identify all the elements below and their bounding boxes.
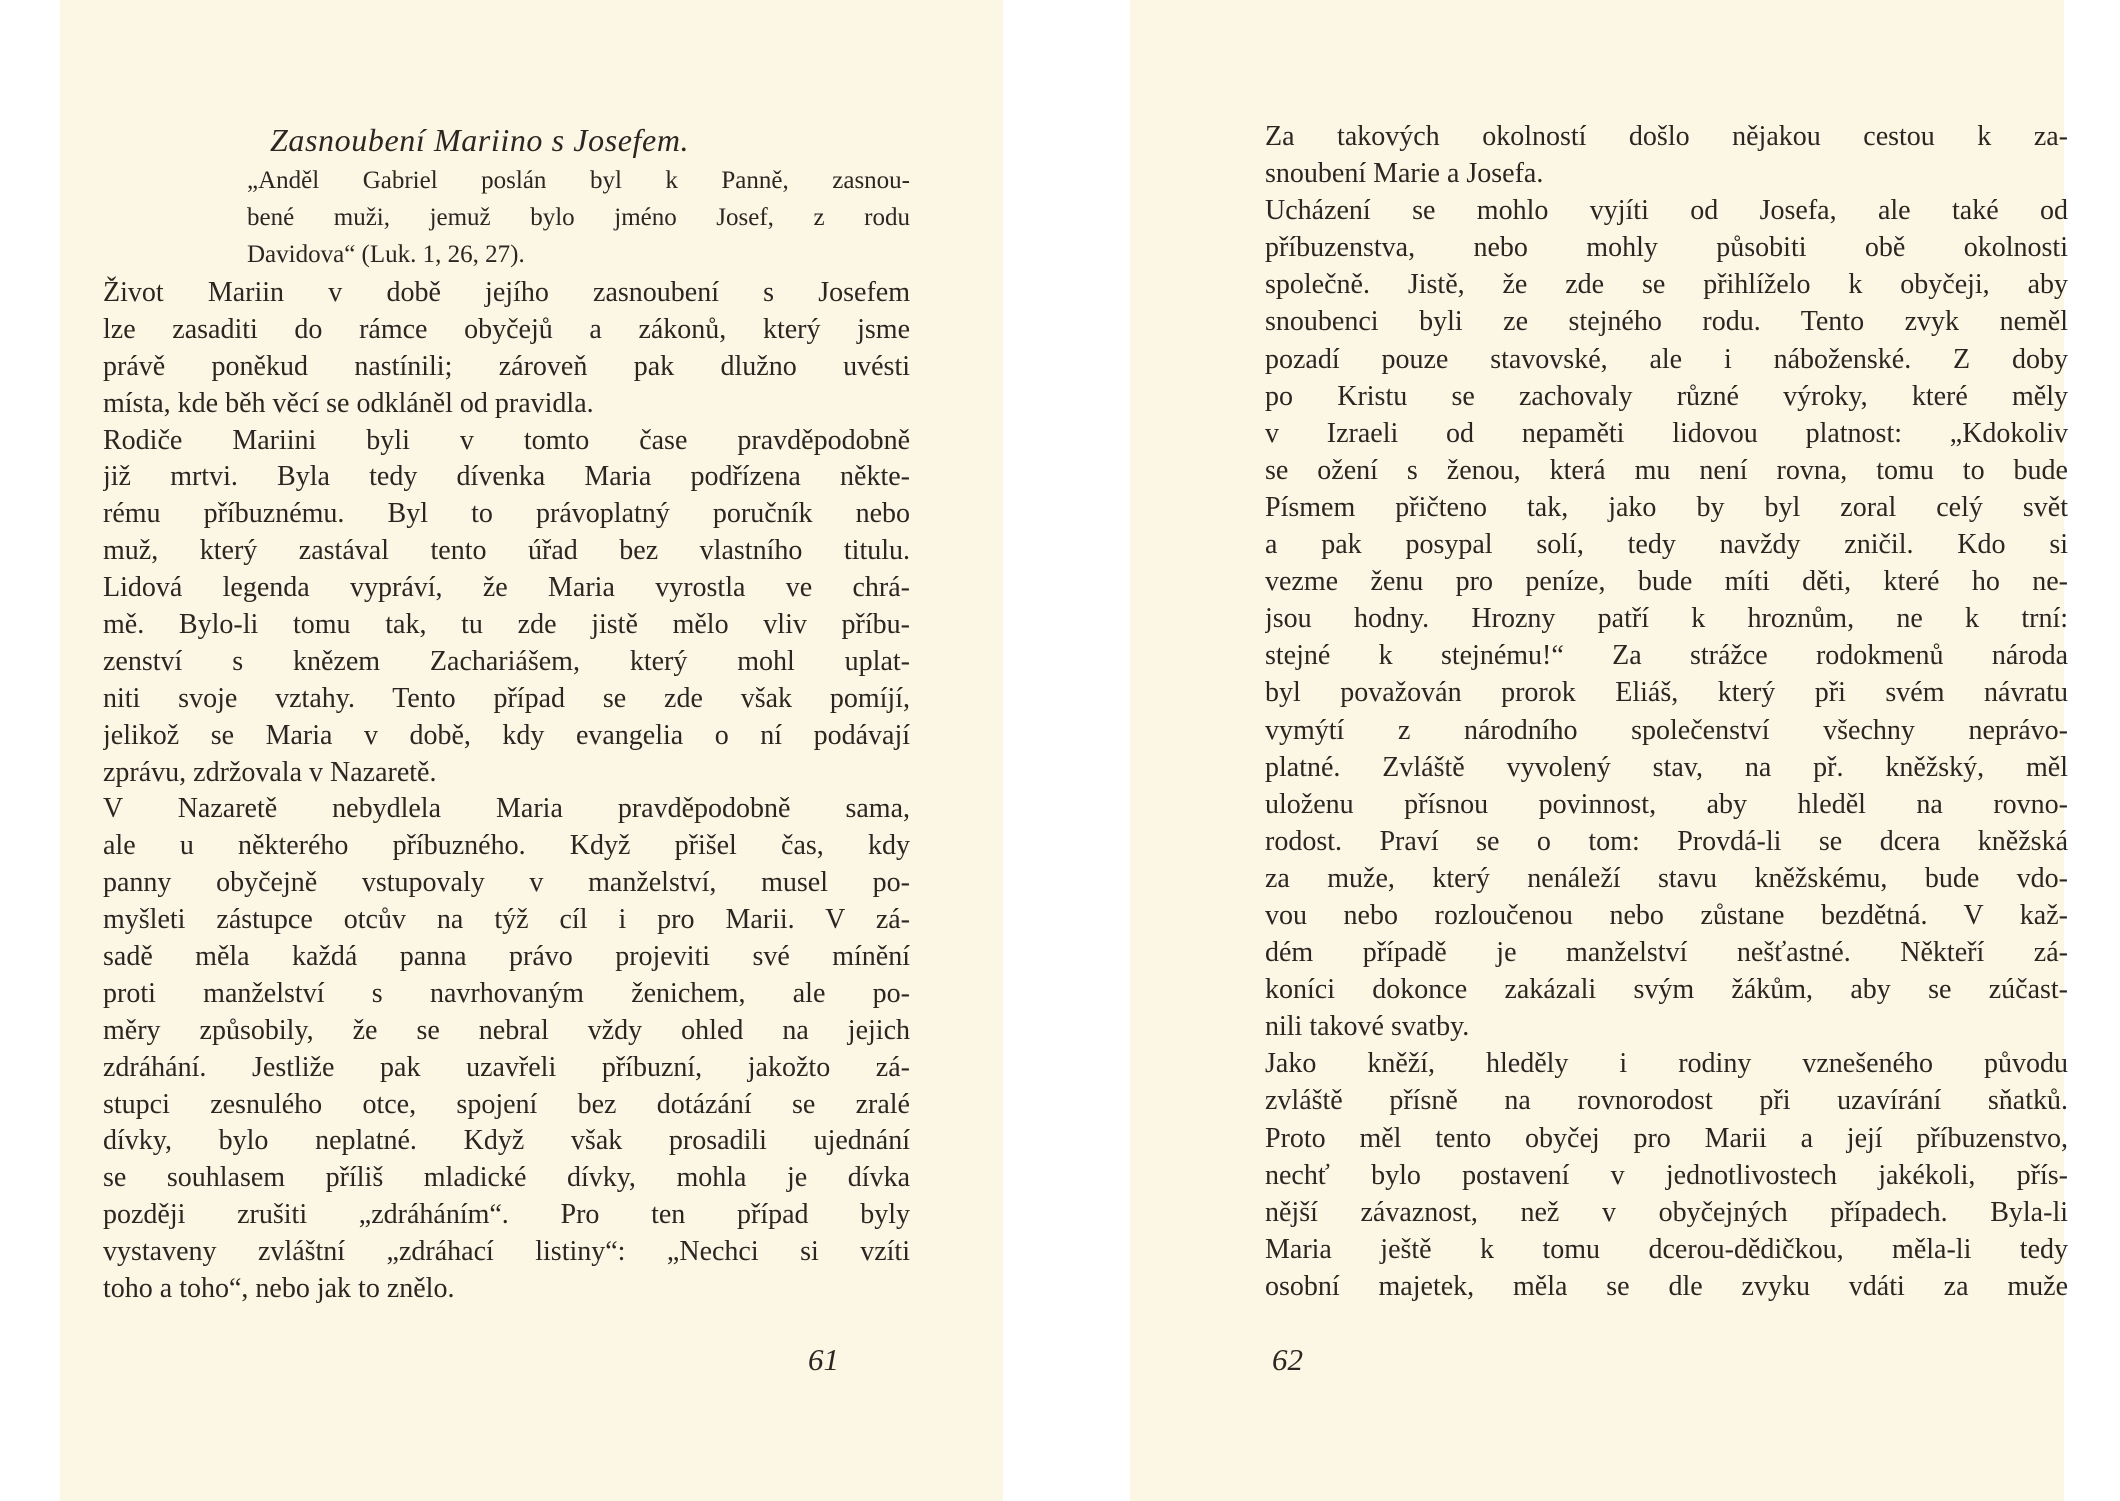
text-line: příbuzenstva, nebo mohly působiti obě okolnosti	[1265, 232, 2068, 264]
text-line: se souhlasem příliš mladické dívky, mohla je dívka	[103, 1162, 910, 1194]
left-body-text	[103, 275, 910, 1308]
text-line: vymýtí z národního společenství všechny neprávo-	[1265, 714, 2068, 746]
text-line: lze zasaditi do rámce obyčejů a zákonů, který jsme	[103, 313, 910, 345]
motto-line: bené muži, jemuž bylo jméno Josef, z rodu	[247, 204, 910, 231]
motto-line: Davidova“ (Luk. 1, 26, 27).	[247, 241, 525, 268]
text-line: rodost. Praví se o tom: Provdá-li se dcera kněžská	[1265, 825, 2068, 857]
text-line: snoubení Marie a Josefa.	[1265, 158, 1544, 190]
text-line: Život Mariin v době jejího zasnoubení s Josefem	[103, 277, 910, 308]
text-line: niti svoje vztahy. Tento případ se zde však pomíjí,	[103, 682, 910, 714]
text-line: vystaveny zvláštní „zdráhací listiny“: „Nechci si vzíti	[103, 1236, 910, 1268]
right-page	[1130, 0, 2068, 1501]
motto-line: „Anděl Gabriel poslán byl k Panně, zasnou-	[247, 167, 910, 194]
text-line: nější závaznost, než v obyčejných případech. Byla-li	[1265, 1196, 2068, 1228]
text-line: panny obyčejně vstupovaly v manželství, musel po-	[103, 867, 910, 899]
text-line: nechť bylo postavení v jednotlivostech jakékoli, přís-	[1265, 1159, 2068, 1191]
text-line: zprávu, zdržovala v Nazaretě.	[103, 756, 437, 788]
text-line: nili takové svatby.	[1265, 1011, 1470, 1043]
text-line: měry způsobily, že se nebral vždy ohled na jejich	[103, 1014, 910, 1046]
text-line: koníci dokonce zakázali svým žákům, aby se zúčast-	[1265, 974, 2068, 1006]
text-line: jsou hodny. Hrozny patří k hroznům, ne k trní:	[1265, 603, 2068, 635]
text-line: vezme ženu pro peníze, bude míti děti, které ho ne-	[1265, 566, 2068, 598]
text-line: po Kristu se zachovaly různé výroky, které měly	[1265, 380, 2068, 412]
chapter-heading: Zasnoubení Mariino s Josefem.	[270, 122, 690, 158]
text-line: Lidová legenda vypráví, že Maria vyrostla ve chrá-	[103, 572, 910, 604]
text-line: proti manželství s navrhovaným ženichem, ale po-	[103, 977, 910, 1009]
text-line: dívky, bylo neplatné. Když však prosadili ujednání	[103, 1125, 910, 1157]
text-line: uloženu přísnou povinnost, aby hleděl na rovno-	[1265, 788, 2068, 820]
text-line: zdráhání. Jestliže pak uzavřeli příbuzní, jakožto zá-	[103, 1051, 910, 1083]
text-line: místa, kde běh věcí se odkláněl od pravidla.	[103, 387, 594, 419]
text-line: Rodiče Mariini byli v tomto čase pravděpodobně	[103, 424, 910, 456]
text-line: za muže, který nenáleží stavu kněžskému, bude vdo-	[1265, 862, 2068, 894]
text-line: ale u některého příbuzného. Když přišel čas, kdy	[103, 830, 910, 862]
text-line: Písmem přičteno tak, jako by byl zoral celý svět	[1265, 491, 2068, 523]
text-line: Za takových okolností došlo nějakou cestou k za-	[1265, 121, 2068, 152]
text-line: již mrtvi. Byla tedy dívenka Maria podřízena někte-	[103, 461, 910, 493]
text-line: společně. Jistě, že zde se přihlíželo k obyčeji, aby	[1265, 269, 2068, 301]
text-line: osobní majetek, měla se dle zvyku vdáti za muže	[1265, 1270, 2068, 1302]
text-line: zvláště přísně na rovnorodost při uzavírání sňatků.	[1265, 1085, 2068, 1117]
motto-quote	[247, 162, 910, 273]
left-page	[60, 0, 1003, 1501]
text-line: Maria ještě k tomu dcerou-dědičkou, měla-li tedy	[1265, 1233, 2068, 1265]
text-line: myšleti zástupce otcův na týž cíl i pro Marii. V zá-	[103, 904, 910, 936]
text-line: stejné k stejnému!“ Za strážce rodokmenů národa	[1265, 640, 2068, 672]
text-line: zenství s knězem Zachariášem, který mohl uplat-	[103, 645, 910, 677]
text-line: později zrušiti „zdráháním“. Pro ten případ byly	[103, 1199, 910, 1231]
text-line: Ucházení se mohlo vyjíti od Josefa, ale také od	[1265, 195, 2068, 227]
right-body-text	[1265, 118, 2068, 1305]
text-line: pozadí pouze stavovské, ale i náboženské. Z doby	[1265, 343, 2068, 375]
text-line: se ožení s ženou, která mu není rovna, tomu to bude	[1265, 454, 2068, 486]
text-line: a pak posypal solí, tedy navždy zničil. Kdo si	[1265, 529, 2068, 561]
text-line: muž, který zastával tento úřad bez vlastního titulu.	[103, 535, 910, 567]
text-line: v Izraeli od nepaměti lidovou platnost: „Kdokoliv	[1265, 417, 2068, 449]
text-line: platné. Zvláště vyvolený stav, na př. kněžský, měl	[1265, 751, 2068, 783]
text-line: snoubenci byli ze stejného rodu. Tento zvyk neměl	[1265, 306, 2068, 338]
text-line: mě. Bylo-li tomu tak, tu zde jistě mělo vliv příbu-	[103, 609, 910, 641]
text-line: byl považován prorok Eliáš, který při svém návratu	[1265, 677, 2068, 709]
text-line: Proto měl tento obyčej pro Marii a její příbuzenstvo,	[1265, 1122, 2068, 1154]
text-line: vou nebo rozloučenou nebo zůstane bezdětná. V kaž-	[1265, 899, 2068, 931]
text-line: Jako kněží, hleděly i rodiny vznešeného původu	[1265, 1048, 2068, 1080]
text-line: právě poněkud nastínili; zároveň pak dlužno uvésti	[103, 350, 910, 382]
text-line: jelikož se Maria v době, kdy evangelia o ní podávají	[103, 719, 910, 751]
text-line: sadě měla každá panna právo projeviti své mínění	[103, 941, 910, 973]
text-line: V Nazaretě nebydlela Maria pravděpodobně sama,	[103, 793, 910, 825]
page-number: 61	[808, 1342, 839, 1377]
text-line: rému příbuznému. Byl to právoplatný poručník nebo	[103, 498, 910, 530]
text-line: toho a toho“, nebo jak to znělo.	[103, 1273, 455, 1305]
page-number: 62	[1272, 1342, 1303, 1377]
text-line: stupci zesnulého otce, spojení bez dotázání se zralé	[103, 1088, 910, 1120]
text-line: dém případě je manželství nešťastné. Někteří zá-	[1265, 937, 2068, 969]
